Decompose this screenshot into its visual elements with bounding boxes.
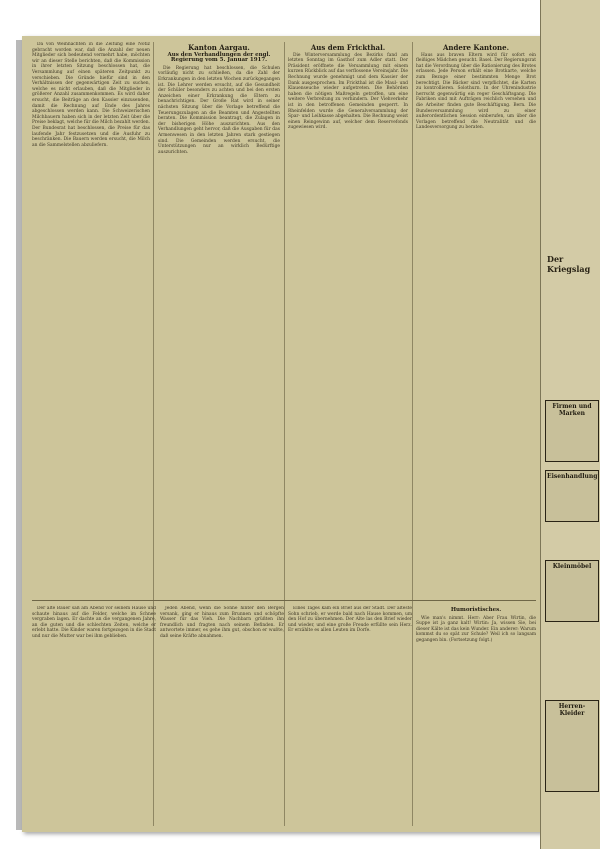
feuilleton-text: Jeden Abend, wenn die Sonne hinter den Bergen versank, ging er hinaus zum Brunnen und schöpfte Wasser für das Vieh. Die Nachbarn grüßten ihn freundlich und fragten nach seinem Befinden. Er antwortete immer, es gehe ihm gut, obschon er wußte, daß seine Kräfte abnahmen. [160, 606, 284, 639]
article-text: Haus aus braven Eltern wird für sofort ein fleißiges Mädchen gesucht. Basel. Der Regierungsrat hat die Verordnung über die Rationierung des Brotes erlassen. Jede Person erhält eine Brotkarte, welche zum Bezuge einer bestimmten Menge Brot berechtigt. Die Bäcker sind verpflichtet, die Karten zu kontrollieren. Solothurn. In der Uhrenindustrie herrscht gegenwärtig ein reger Geschäftsgang. Die Fabriken sind mit Aufträgen reichlich versehen und die Arbeiter finden gute Beschäftigung. Bern. Die Bundesversammlung wird zu einer außerordentlichen Session einberufen, um über die Vorlagen betreffend die Neutralität und die Landesversorgung zu beraten. [416, 52, 536, 131]
feuilleton-text: Der alte Bauer saß am Abend vor seinem Hause und schaute hinaus auf die Felder, welche im Schnee vergraben lagen. Er dachte an die vergangenen Jahre, an die guten und die schlechten Zeiten, welche er erlebt hatte. Die Kinder waren fortgezogen in die Stadt und nur die Mutter war bei ihm geblieben. [32, 606, 156, 639]
article-text: Die Regierung hat beschlossen, die Schulen vorläufig nicht zu schließen, da die Zahl der Erkrankungen in den letzten Wochen zurückgegangen ist. Die Lehrer werden ersucht, auf die Gesundheit der Schüler besonders zu achten und bei den ersten Anzeichen einer Erkrankung die Eltern zu benachrichtigen. Der Große Rat wird in seiner nächsten Sitzung über die Vorlage betreffend die Teuerungszulagen an die Beamten und Angestellten beraten. Die Kommission beantragt, die Zulagen in der bisherigen Höhe auszurichten. Aus den Verhandlungen geht hervor, daß die Ausgaben für das Armenwesen in den letzten Jahren stark gestiegen sind. Die Gemeinden werden ersucht, die Unterstützungen nur an wirklich Bedürftige auszurichten. [158, 65, 280, 155]
advertisement-text: Herren-Kleider [558, 703, 586, 717]
feuilleton-text: Wie man's nimmt. Herr: Aber Frau Wirtin, die Suppe ist ja ganz kalt! Wirtin: Ja, wissen Sie, bei dieser Kälte ist das kein Wunder. Ein anderer: Warum kommst du so spät zur Schule? Weil ich so langsam gegangen bin. (Fortsetzung folgt.) [416, 615, 536, 643]
column-4 [416, 42, 536, 602]
advertisement [545, 700, 599, 792]
adjacent-page-heading: Der Kriegslag [547, 254, 591, 274]
feuilleton-column-3 [288, 606, 412, 826]
column-1 [32, 42, 150, 602]
advertisement [545, 470, 599, 522]
feuilleton-section [32, 606, 536, 826]
advertisement-text: Kleinmöbel [552, 563, 592, 570]
feuilleton-text: Eines Tages kam ein Brief aus der Stadt. Der älteste Sohn schrieb, er werde bald nach Hause kommen, um den Hof zu übernehmen. Der Alte las den Brief wieder und wieder, und eine große Freude erfüllte sein Herz. Er erzählte es allen Leuten im Dorfe. [288, 606, 412, 634]
adjacent-page [540, 0, 600, 849]
section-heading: Kanton Aargau. [188, 43, 250, 52]
feuilleton-column-4 [416, 606, 536, 826]
feuilleton-divider [32, 600, 536, 601]
section-heading: Andere Kantone. [442, 43, 510, 52]
feuilleton-column-2 [160, 606, 284, 826]
advertisement [545, 560, 599, 622]
column-3 [288, 42, 408, 602]
advertisement-text: Eisenhandlung [547, 473, 598, 480]
page-margin [0, 0, 16, 849]
feuilleton-column-1 [32, 606, 156, 826]
humor-heading: Humoristisches. [450, 607, 502, 613]
article-text: Die Winterversammlung des Bezirks fand am letzten Sonntag im Gasthof zum Adler statt. Der Präsident eröffnete die Versammlung mit einem kurzen Rückblick auf das verflossene Vereinsjahr. Die Rechnung wurde genehmigt und dem Kassier der Dank ausgesprochen. Im Frickthal ist die Maul- und Klauenseuche wieder aufgetreten. Die Behörden haben die nötigen Maßregeln getroffen, um eine weitere Verbreitung zu verhindern. Der Viehverkehr ist in den betroffenen Gemeinden gesperrt. In Rheinfelden wurde die Generalversammlung der Spar- und Leihkasse abgehalten. Die Rechnung weist einen Reingewinn auf, welcher dem Reservefonds zugewiesen wird. [288, 52, 408, 131]
advertisement-text: Firmen und Marken [552, 403, 592, 417]
newspaper-page [22, 36, 542, 832]
section-subheading: Aus den Verhandlungen der engl. Regierung vom 5. Januar 1917. [167, 51, 271, 64]
section-heading: Aus dem Frickthal. [310, 43, 386, 52]
column-2 [158, 42, 280, 602]
advertisement [545, 400, 599, 462]
article-text: Da von Weihnachten in die Zeitung eine Notiz gebracht worden war, daß die Anzahl der neuen Mitglieder sich bedeutend vermehrt habe, möchten wir an dieser Stelle berichten, daß die Kommission in ihrer letzten Sitzung beschlossen hat, die Versammlung auf einen späteren Zeitpunkt zu verschieben. Die Gründe hiefür sind in den Verhältnissen der gegenwärtigen Zeit zu suchen, welche es nicht erlauben, daß die Mitglieder in größerer Anzahl zusammenkommen. Es wird daher ersucht, die Beiträge an den Kassier einzusenden, damit die Rechnung auf Ende des Jahres abgeschlossen werden kann. Die Schweizerischen Milchbauern haben sich in der letzten Zeit über die Preise beklagt, welche für die Milch bezahlt werden. Der Bundesrat hat beschlossen, die Preise für das laufende Jahr festzusetzen und die Ausfuhr zu beschränken. Die Bauern werden ersucht, die Milch an die Sammelstellen abzuliefern. [32, 42, 150, 148]
